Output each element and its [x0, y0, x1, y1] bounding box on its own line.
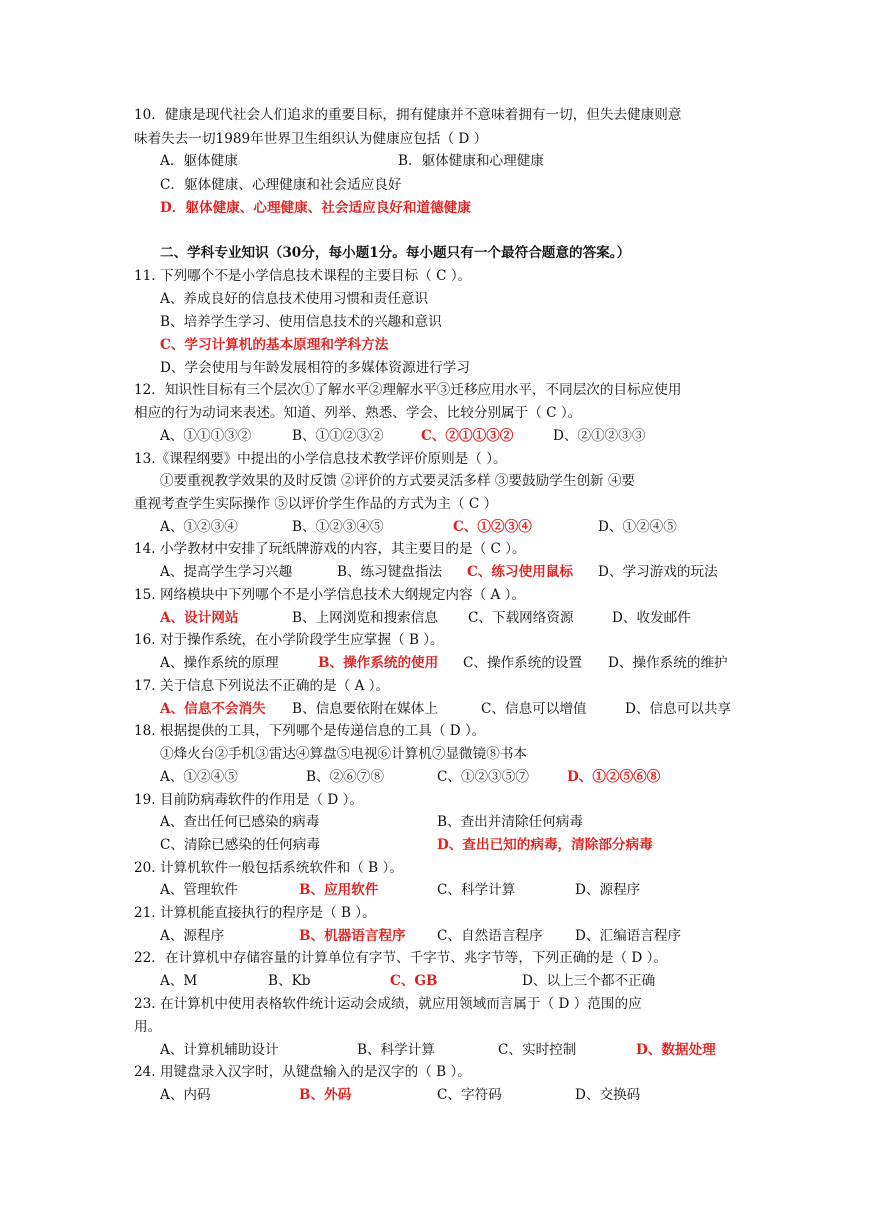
section-heading: 二、学科专业知识（30分，每小题1分。每小题只有一个最符合题意的答案。） — [160, 245, 631, 261]
q17-option-b: B、信息要依附在媒体上 — [292, 701, 438, 717]
q16-option-d: D、操作系统的维护 — [608, 655, 728, 671]
q16-option-c: C、操作系统的设置 — [463, 655, 583, 671]
q23-option-c: C、实时控制 — [498, 1042, 577, 1058]
q12-stem-line1: 12．知识性目标有三个层次①了解水平②理解水平③迁移应用水平，不同层次的目标应使用 — [134, 382, 682, 398]
q13-stem-line2: ①要重视教学效果的及时反馈 ②评价的方式要灵活多样 ③要鼓励学生创新 ④要 — [160, 473, 636, 489]
q11-option-a: A、养成良好的信息技术使用习惯和责任意识 — [160, 291, 429, 307]
q22-option-c-answer: C、GB — [390, 973, 438, 989]
q21-option-a: A、源程序 — [160, 928, 225, 944]
q19-option-d-answer: D、查出已知的病毒，清除部分病毒 — [437, 837, 653, 853]
q14-option-c-answer: C、练习使用鼠标 — [467, 564, 573, 580]
q20-option-b-answer: B、应用软件 — [299, 882, 379, 898]
q14-stem: 14. 小学教材中安排了玩纸牌游戏的内容，其主要目的是（ C ）。 — [134, 541, 526, 557]
q13-option-c-answer: C、①②③④ — [453, 519, 532, 535]
q10-stem-line1: 10．健康是现代社会人们追求的重要目标，拥有健康并不意味着拥有一切，但失去健康则意 — [134, 107, 682, 123]
q20-option-d: D、源程序 — [575, 882, 641, 898]
q10-option-b: B．躯体健康和心理健康 — [398, 153, 544, 169]
q21-stem: 21. 计算机能直接执行的程序是（ B ）。 — [134, 905, 376, 921]
q12-option-a: A、①①①③② — [160, 428, 252, 444]
q23-option-b: B、科学计算 — [357, 1042, 435, 1058]
q17-option-c: C、信息可以增值 — [481, 701, 587, 717]
q14-option-b: B、练习键盘指法 — [337, 564, 443, 580]
q22-option-a: A、M — [160, 973, 198, 989]
q17-option-a-answer: A、信息不会消失 — [160, 701, 266, 717]
q17-stem: 17. 关于信息下列说法不正确的是（ A ）。 — [134, 678, 390, 694]
q17-option-d: D、信息可以共享 — [625, 701, 732, 717]
q18-stem: 18. 根据提供的工具，下列哪个是传递信息的工具（ D ）。 — [134, 723, 486, 739]
q23-stem-line2: 用。 — [134, 1019, 162, 1035]
q19-option-b: B、查出并清除任何病毒 — [437, 814, 583, 830]
q24-option-b-answer: B、外码 — [299, 1087, 352, 1103]
q24-option-c: C、字符码 — [437, 1087, 502, 1103]
q21-option-d: D、汇编语言程序 — [575, 928, 682, 944]
q22-option-b: B、Kb — [268, 973, 311, 989]
q13-stem-line3: 重视考查学生实际操作 ⑤以评价学生作品的方式为主（ C ） — [134, 496, 498, 512]
q22-option-d: D、以上三个都不正确 — [522, 973, 656, 989]
q24-stem: 24. 用键盘录入汉字时，从键盘输入的是汉字的（ B ）。 — [134, 1064, 471, 1080]
q10-option-d-answer: D．躯体健康、心理健康、社会适应良好和道德健康 — [160, 200, 471, 216]
q11-option-d: D、学会使用与年龄发展相符的多媒体资源进行学习 — [160, 360, 470, 376]
q10-option-c: C．躯体健康、心理健康和社会适应良好 — [160, 177, 402, 193]
q18-items: ①烽火台②手机③雷达④算盘⑤电视⑥计算机⑦显微镜⑧书本 — [160, 746, 528, 762]
q15-stem: 15. 网络模块中下列哪个不是小学信息技术大纲规定内容（ A ）。 — [134, 587, 526, 603]
q16-option-a: A、操作系统的原理 — [160, 655, 279, 671]
q20-stem: 20. 计算机软件一般包括系统软件和（ B ）。 — [134, 860, 403, 876]
q13-option-d: D、①②④⑤ — [598, 519, 677, 535]
q24-option-d: D、交换码 — [575, 1087, 641, 1103]
q19-option-c: C、清除已感染的任何病毒 — [160, 837, 320, 853]
q18-option-c: C、①②③⑤⑦ — [437, 769, 529, 785]
q14-option-d: D、学习游戏的玩法 — [598, 564, 718, 580]
q16-option-b-answer: B、操作系统的使用 — [318, 655, 439, 671]
q12-option-b: B、①①②③② — [292, 428, 384, 444]
q18-option-a: A、①②④⑤ — [160, 769, 238, 785]
q16-stem: 16. 对于操作系统，在小学阶段学生应掌握（ B ）。 — [134, 632, 444, 648]
q19-stem: 19. 目前防病毒软件的作用是（ D ）。 — [134, 792, 363, 808]
q13-option-b: B、①②③④⑤ — [292, 519, 384, 535]
q20-option-a: A、管理软件 — [160, 882, 238, 898]
q12-option-d: D、②①②③③ — [553, 428, 646, 444]
q19-option-a: A、查出任何已感染的病毒 — [160, 814, 320, 830]
q23-option-d-answer: D、数据处理 — [636, 1042, 716, 1058]
q14-option-a: A、提高学生学习兴趣 — [160, 564, 293, 580]
q10-option-a: A．躯体健康 — [160, 153, 238, 169]
q15-option-a-answer: A、设计网站 — [160, 610, 239, 626]
q21-option-c: C、自然语言程序 — [437, 928, 543, 944]
q15-option-b: B、上网浏览和搜索信息 — [292, 610, 438, 626]
q18-option-d-answer: D、①②⑤⑥⑧ — [567, 769, 661, 785]
q13-stem-line1: 13.《课程纲要》中提出的小学信息技术教学评价原则是（ ）。 — [134, 451, 507, 467]
q15-option-c: C、下载网络资源 — [468, 610, 574, 626]
q23-option-a: A、计算机辅助设计 — [160, 1042, 279, 1058]
q15-option-d: D、收发邮件 — [612, 610, 691, 626]
q23-stem-line1: 23. 在计算机中使用表格软件统计运动会成绩，就应用领域而言属于（ D ）范围的应 — [134, 996, 642, 1012]
q11-stem: 11. 下列哪个不是小学信息技术课程的主要目标（ C ）。 — [134, 268, 472, 284]
q13-option-a: A、①②③④ — [160, 519, 238, 535]
q21-option-b-answer: B、机器语言程序 — [299, 928, 406, 944]
q11-option-b: B、培养学生学习、使用信息技术的兴趣和意识 — [160, 314, 442, 330]
q12-stem-line2: 相应的行为动词来表述。知道、列举、熟悉、学会、比较分别属于（ C ）。 — [134, 405, 582, 421]
q12-option-c-answer: C、②①①③② — [421, 428, 514, 444]
q24-option-a: A、内码 — [160, 1087, 211, 1103]
q11-option-c-answer: C、学习计算机的基本原理和学科方法 — [160, 337, 389, 353]
q10-stem-line2: 味着失去一切1989年世界卫生组织认为健康应包括（ D ） — [134, 131, 488, 147]
q18-option-b: B、②⑥⑦⑧ — [306, 769, 384, 785]
q20-option-c: C、科学计算 — [437, 882, 516, 898]
q22-stem: 22．在计算机中存储容量的计算单位有字节、千字节、兆字节等，下列正确的是（ D ）。 — [134, 950, 668, 966]
